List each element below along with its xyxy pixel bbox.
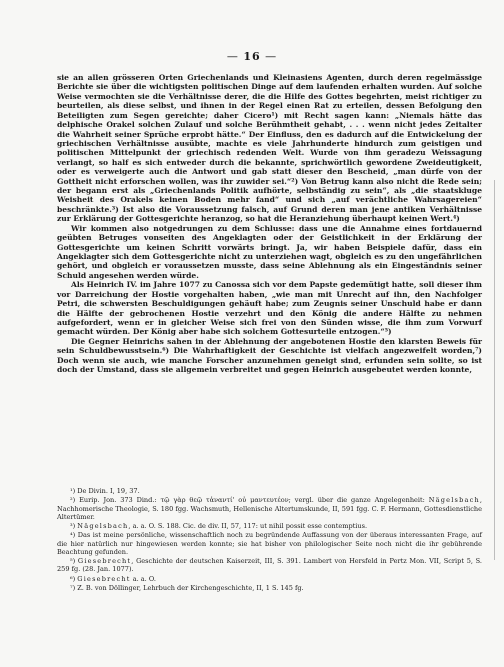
paragraph: Wir kommen also notgedrungen zu dem Schlusse: dass une die Annahme eines fortdauernd geübten Betruges vonseiten des Angeklagten oder der Geistlichkeit in der Erklärung der Gottesgerichte um keinen Schritt vorwärts bringt. Ja, wir haben Beispiele dafür, dass ein Angeklagter sich dem Gottesgerichte nicht zu unterziehen wagt, obgleich es zu den ungefährlichen gehört, und obgleich er voraussetzen musste, dass seine Ablehnung als ein Eingeständnis seiner Schuld angesehen werden würde. [57,223,482,280]
footnote [57,496,482,521]
footnote [57,575,482,583]
main-text [57,73,482,375]
footnote-author: Giesebrecht [77,557,132,565]
paragraph: sie an allen grösseren Orten Griechenlands und Kleinasiens Agenten, durch deren regelmässige Berichte sie über die wichtigsten politischen Dinge auf dem laufenden erhalten wurden. Auf solche Weise vermochten sie die Verhältnisse derer, die die Hilfe des Gottes begehrten, meist richtiger zu beurteilen, als diese selbst, und ihnen in der Regel einen Rat zu erteilen, dessen Befolgung den Beteiligten zum Segen gereichte; daher Cicero¹) mit Recht sagen kann: „Niemals hätte das delphische Orakel solchen Zulauf und solche Berühmtheit gehabt, . . . wenn nicht jedes Zeitalter die Wahrheit seiner Sprüche erprobt hätte.“ Der Einfluss, den es dadurch auf die Entwickelung der griechischen Verhältnisse ausübte, machte es viele Jahrhunderte hindurch zum geistigen und politischen Mittelpunkt der griechisch redenden Welt. Wurde von ihm geradezu Weissagung verlangt, so half es sich entweder durch die bekannte, sprichwörtlich gewordene Zweideutigkeit, oder es verweigerte auch die Antwort und gab statt dieser den Bescheid, „man dürfe von der Gottheit nicht erforschen wollen, was ihr zuwider sei.“²) Von Betrug kann also nicht die Rede sein; der begann erst als „Griechenlands Politik aufhörte, selbständig zu sein“, als „die staatskluge Weisheit des Orakels keinen Boden mehr fand“ und sich „auf verächtliche Wahrsagereien“ beschränkte.³) Ist also die Voraussetzung falsch, auf Grund deren man jene antiken Verhältnisse zur Erklärung der Gottesgerichte heranzog, so hat die Heranziehung überhaupt keinen Wert.⁴) [57,73,482,224]
footnote-text-rest: , Geschichte der deutschen Kaiserzeit, III, S. 391. Lambert von Hersfeld in Pertz Mon. VII, Script 5, S. 259 fg. (28. Jan. 1077). [57,557,482,574]
footnote [57,557,482,574]
footnote-mark: ⁵) [70,557,76,565]
page-number-value: 16 [243,50,261,63]
footnote-mark: ⁷) [70,583,76,592]
footnote-text-rest: a. a. O. [130,574,156,583]
footnote-text: De Divin. I, 19, 37. [77,487,140,495]
footnote-author: Giesebrecht [77,574,131,583]
footnote-mark: ²) [70,496,76,505]
footnote-author: Nägelsbach [77,522,129,530]
footnote-text-rest: , a. a. O. S. 188. Cic. de div. II, 57, 117: ut nihil possit esse contemptius. [128,522,368,530]
footnote [57,584,482,592]
paragraph: Die Gegner Heinrichs sahen in der Ablehnung der angebotenen Hostie den klarsten Beweis für sein Schuldbewusstsein.⁶) Die Wahrhaftigkeit der Geschichte ist vielfach angezweifelt worden,⁷) Doch wenn sie auch, wie manche Forscher anzunehmen geneigt sind, erfunden sein sollte, so ist doch der Umstand, dass sie allgemein verbreitet und gegen Heinrich ausgebeutet werden konnte, [57,336,482,375]
footnote-mark: ⁶) [70,574,76,583]
footnote-mark: ⁴) [70,531,76,540]
footnote-mark: ¹) [70,487,76,495]
footnote-text: Z. B. von Döllinger, Lehrbuch der Kirchengeschichte, II, 1 S. 145 fg. [77,583,304,592]
footnote-text: Das ist meine persönliche, wissenschaftlich noch zu begründende Auffassung von der überaus interessanten Frage, auf die hier natürlich nur hingewiesen werden konnte; sie hat bisher von philologischer Seite noch nicht die ihr gebührende Beachtung gefunden. [57,531,482,556]
paragraph: Als Heinrich IV. im Jahre 1077 zu Canossa sich vor dem Papste gedemütigt hatte, soll dieser ihm vor Darreichung der Hostie vorgehalten haben, „wie man mit Unrecht auf ihn, den Nachfolger Petri, die schwersten Beschuldigungen gehäuft habe; zum Zeugnis seiner Unschuld habe er dann die Hälfte der gebrochenen Hostie verzehrt und den König die andere Hälfte zu nehmen aufgefordert, wenn er in gleicher Weise sich frei von den Sünden wisse, die ihm zum Vorwurf gemacht würden. Der König aber habe sich solchem Gottesurteile entzogen.“⁵) [57,280,482,337]
footnotes [57,487,482,593]
footnote [57,522,482,530]
footnote-mark: ³) [70,522,76,530]
footnote [57,531,482,556]
footnote [57,487,482,495]
footnote-text: Eurip. Jon. 373 Dind.: τῷ γὰρ θεῷ τἀναντί' οὐ μαντευτέον; vergl. über die ganze Angelegenheit: [79,496,429,505]
footnote-text-rest: , Nachhomerische Theologie, S. 180 fgg. Wachsmuth, Hellenische Altertumskunde, II, 591 fgg. C. F. Hermann, Gottesdienstliche Altertümer. [57,496,482,521]
page-number: — 16 — [226,50,278,63]
page-edge-shadow [494,180,498,560]
footnote-author: Nägelsbach [428,496,480,505]
